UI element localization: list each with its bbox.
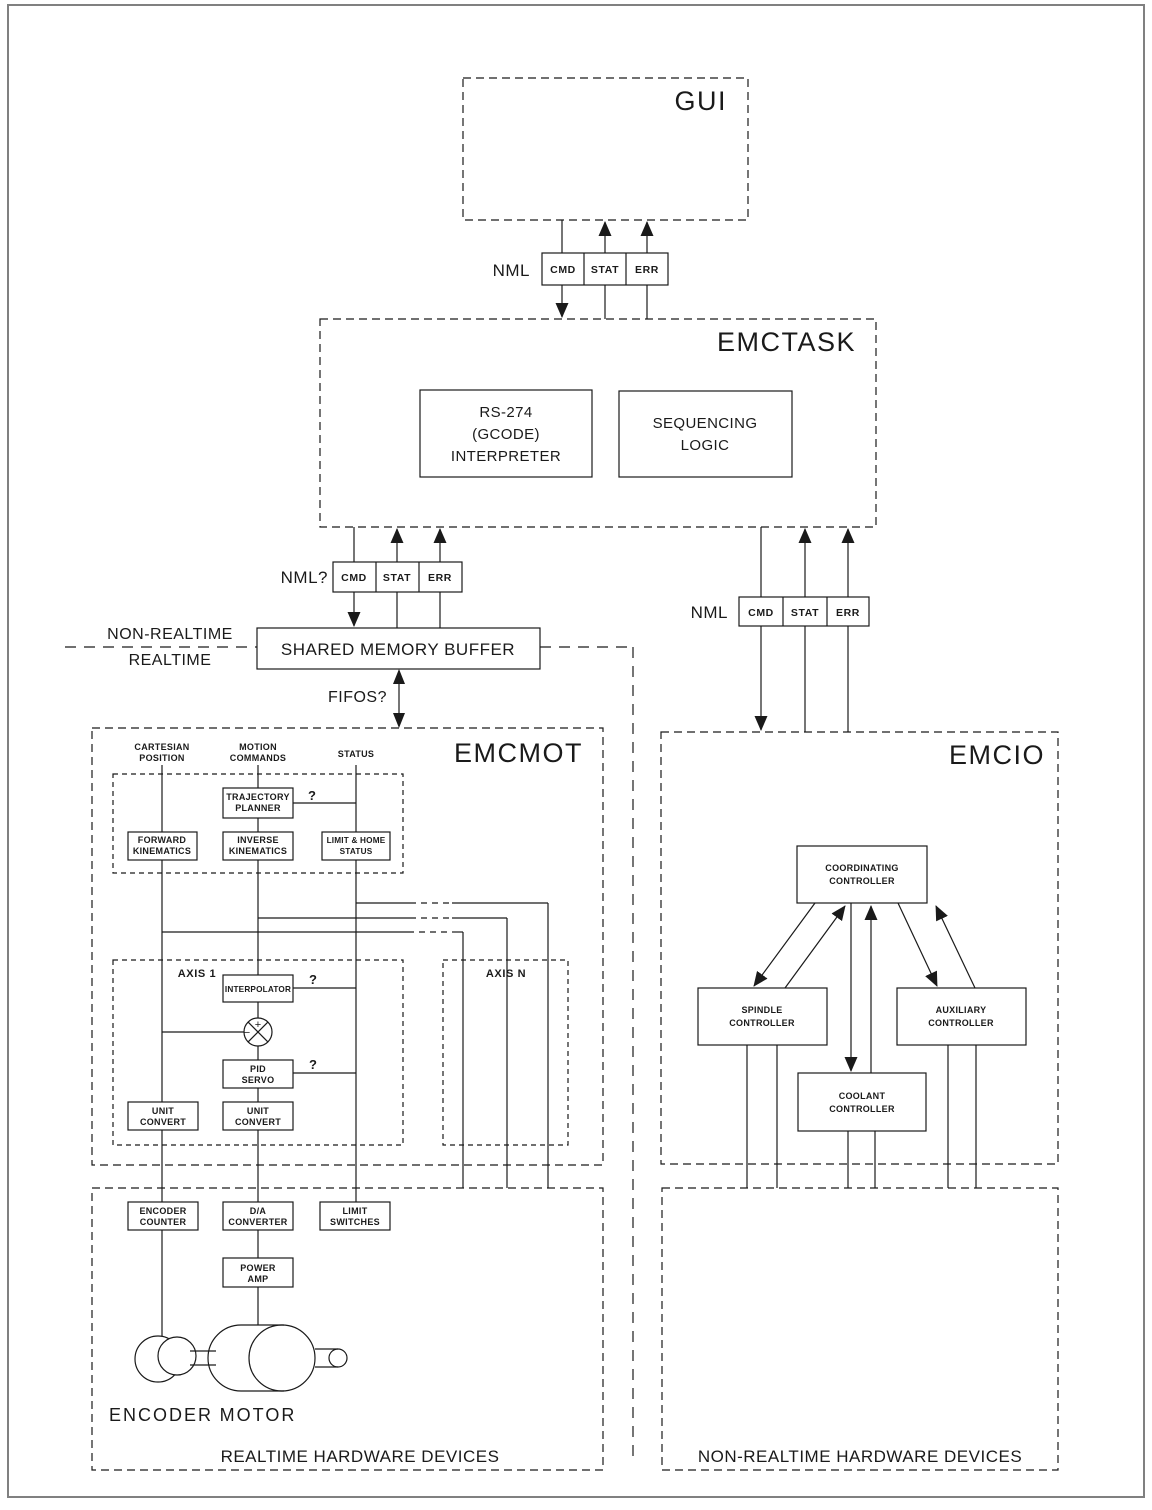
nml-right-stat: STAT [790, 607, 820, 619]
nml-right-connectors [761, 527, 848, 732]
col-status: STATUS [337, 749, 375, 759]
interpolator-label: INTERPOLATOR [224, 985, 292, 994]
pid-servo-line2: SERVO [241, 1075, 275, 1085]
trajectory-planner-line1: TRAJECTORY [226, 792, 290, 802]
gcode-interpreter-line2: (GCODE) [472, 426, 540, 443]
nml-right-channel [691, 527, 869, 732]
spindle-controller-box [698, 988, 827, 1045]
limit-switches-line2: SWITCHES [330, 1217, 380, 1227]
axisn-box [443, 960, 568, 1145]
fifos-label: FIFOS? [327, 689, 387, 706]
power-amp-line2: AMP [247, 1274, 269, 1284]
inverse-kinematics-line1: INVERSE [237, 835, 279, 845]
gui-title: GUI [674, 86, 727, 116]
non-realtime-hardware-module [662, 1188, 1058, 1470]
nml-left-err: ERR [428, 572, 452, 584]
nml-top-cmd: CMD [550, 264, 576, 276]
non-realtime-hardware-title: NON-REALTIME HARDWARE DEVICES [697, 1447, 1023, 1466]
unit-convert-mid-line1: UNIT [246, 1106, 270, 1116]
limit-switches-line1: LIMIT [342, 1206, 368, 1216]
sum-minus: − [243, 1027, 251, 1039]
nml-right-label: NML [690, 603, 728, 622]
pid-servo-line1: PID [250, 1064, 266, 1074]
auxiliary-controller-box [897, 988, 1026, 1045]
shared-memory-buffer-label: SHARED MEMORY BUFFER [280, 640, 516, 659]
gcode-interpreter-line1: RS-274 [479, 404, 533, 421]
col-cartesian-line2: POSITION [139, 753, 185, 763]
coolant-controller-box [798, 1073, 926, 1131]
coolant-controller-line1: COOLANT [838, 1091, 886, 1101]
emctask-module [320, 319, 876, 527]
emcmot-module [92, 728, 603, 1202]
sum-plus: + [254, 1019, 262, 1031]
nml-left-channel [281, 527, 462, 628]
fifos-link [328, 669, 405, 728]
realtime-hardware-module [92, 1188, 603, 1470]
nml-left-cmd: CMD [341, 572, 367, 584]
gui-module [463, 78, 748, 220]
question-mark-interpolator: ? [309, 972, 317, 987]
emcmot-wiring [162, 765, 548, 1202]
encoder-counter-line1: ENCODER [139, 1206, 187, 1216]
motor-drawing [208, 1325, 347, 1391]
motor-label: MOTOR [219, 1405, 297, 1425]
fifos-arrow-down [393, 713, 405, 728]
unit-convert-left-line1: UNIT [151, 1106, 175, 1116]
non-realtime-hardware-box [662, 1188, 1058, 1470]
realtime-hardware-title: REALTIME HARDWARE DEVICES [220, 1447, 500, 1466]
divider-label-realtime: REALTIME [128, 652, 212, 669]
summing-junction [244, 1018, 272, 1046]
col-motion-line2: COMMANDS [229, 753, 287, 763]
unit-convert-mid-line2: CONVERT [234, 1117, 282, 1127]
da-converter-line2: CONVERTER [228, 1217, 288, 1227]
nml-left-label: NML? [280, 568, 328, 587]
coordinating-controller-line1: COORDINATING [825, 863, 899, 873]
emctask-title: EMCTASK [716, 327, 856, 357]
emcio-module [661, 732, 1058, 1188]
spindle-controller-line1: SPINDLE [741, 1005, 783, 1015]
nml-top-channel [493, 220, 668, 319]
nml-top-label: NML [492, 261, 530, 280]
axisn-label: AXIS N [485, 968, 527, 980]
coolant-controller-line2: CONTROLLER [829, 1104, 895, 1114]
nml-right-cmd: CMD [748, 607, 774, 619]
encoder-label: ENCODER [108, 1405, 214, 1425]
spindle-controller-line2: CONTROLLER [729, 1018, 795, 1028]
unit-convert-left-line2: CONVERT [139, 1117, 187, 1127]
nml-top-stat: STAT [590, 264, 620, 276]
nml-left-stat: STAT [382, 572, 412, 584]
forward-kinematics-line1: FORWARD [137, 835, 187, 845]
sequencing-logic-box [619, 391, 792, 477]
auxiliary-controller-line1: AUXILIARY [935, 1005, 987, 1015]
emcmot-title: EMCMOT [454, 738, 583, 768]
encoder-drawing [135, 1336, 216, 1382]
auxiliary-controller-line2: CONTROLLER [928, 1018, 994, 1028]
question-mark-pid: ? [309, 1057, 317, 1072]
sequencing-logic-line2: LOGIC [680, 437, 730, 454]
nml-top-err: ERR [635, 264, 659, 276]
shared-memory-buffer [257, 628, 540, 669]
divider-label-non-realtime: NON-REALTIME [107, 626, 233, 643]
da-converter-line1: D/A [249, 1206, 267, 1216]
sequencing-logic-line1: SEQUENCING [652, 415, 758, 432]
axis1-label: AXIS 1 [177, 968, 217, 980]
forward-kinematics-line2: KINEMATICS [132, 846, 192, 856]
limit-home-status-line1: LIMIT & HOME [326, 836, 386, 845]
emcmot-box [92, 728, 603, 1165]
coordinating-controller-box [797, 846, 927, 903]
question-mark-trajectory: ? [308, 788, 316, 803]
trajectory-planner-line2: PLANNER [235, 803, 281, 813]
power-amp-line1: POWER [240, 1263, 276, 1273]
encoder-counter-line2: COUNTER [139, 1217, 187, 1227]
fifos-arrow-up [393, 669, 405, 684]
nml-right-err: ERR [836, 607, 860, 619]
col-motion-line1: MOTION [239, 742, 277, 752]
emcio-title: EMCIO [948, 740, 1045, 770]
inverse-kinematics-line2: KINEMATICS [228, 846, 288, 856]
coordinating-controller-line2: CONTROLLER [829, 876, 895, 886]
limit-home-status-line2: STATUS [339, 847, 373, 856]
col-cartesian-line1: CARTESIAN [134, 742, 190, 752]
gcode-interpreter-line3: INTERPRETER [450, 448, 562, 465]
